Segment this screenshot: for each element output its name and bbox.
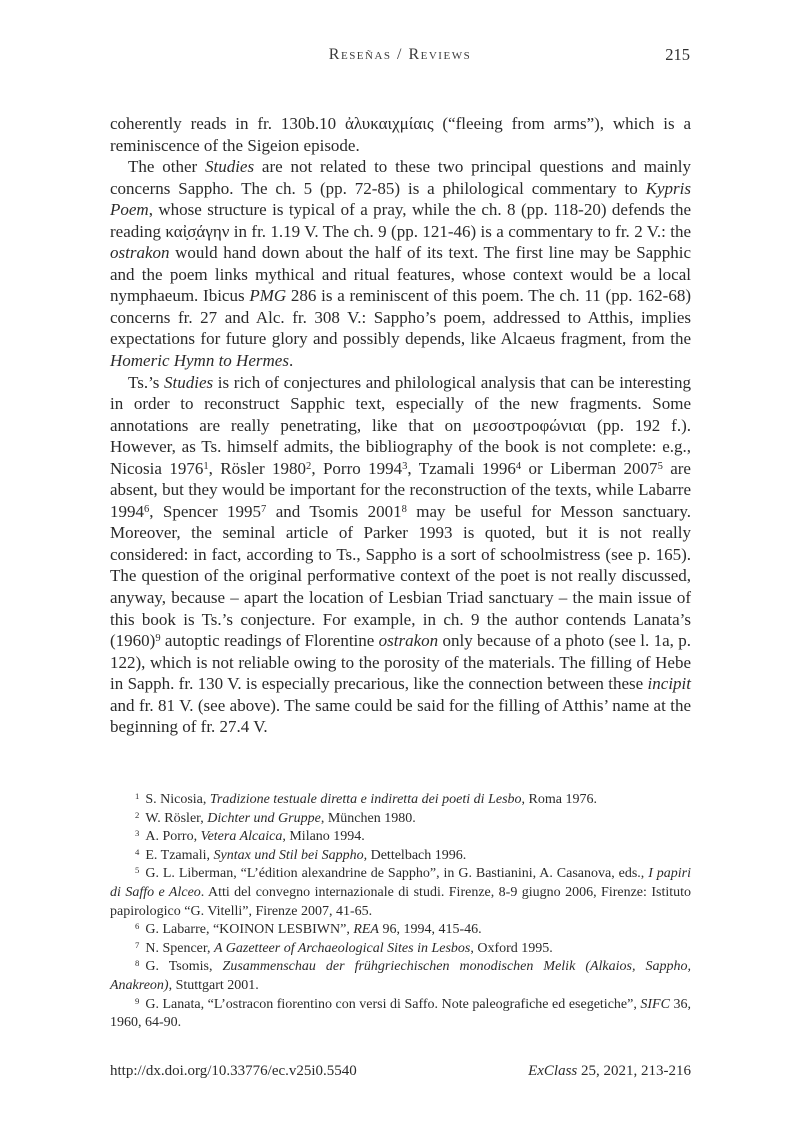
footnote: $^6$ G. Labarre, “KOINON LESBIWN”, REA 96, 1994, 415-46. [135, 921, 482, 938]
footnote: $^5$ G. L. Liberman, “L’édition alexandrine de Sappho”, in G. Bastianini, A. Casanova, eds., I papiri di Saffo e Alceo. Atti del convegno internazionale di studi. Firenze, 8-9 giugno 2006, Firenze: Istituto papirologico “G. Vitelli”, Firenze 2007, 41-65. [110, 865, 691, 919]
footnotes-section [110, 791, 691, 1033]
footnote: $^7$ N. Spencer, A Gazetteer of Archaeological Sites in Lesbos, Oxford 1995. [135, 939, 553, 956]
paragraph: Ts.’s Studies is rich of conjectures and philological analysis that can be interesting in order to reconstruct Sapphic text, especially of the new fragments. Some annotations are really penetrating, like that on μεσοστροφώνιαι (pp. 192 f.). However, as Ts. himself admits, the bibliography of the book is not complete: e.g., Nicosia 1976$^1$, Rösler 1980$^2$, Porro 1994$^3$, Tzamali 1996$^4$ or Liberman 2007$^5$ are absent, but they would be important for the reconstruction of the texts, while Labarre 1994$^6$, Spencer 1995$^7$ and Tsomis 2001$^8$ may be useful for Messon sanctuary. Moreover, the seminal article of Parker 1993 is quoted, but it is not really considered: in fact, according to Ts., Sappho is a sort of schoolmistress (see p. 165). The question of the original performative context of the poet is not really discussed, anyway, because – apart the location of Lesbian Triad sanctuary – the main issue of this book is Ts.’s conjecture. For example, in ch. 9 the author contends Lanata’s $(1960)^9$ autoptic readings of Florentine ostrakon only because of a photo (see l. 1a, p. 122), which is not reliable owing to the porosity of the materials. The filling of Hebe in Sapph. fr. 130 V. is especially precarious, like the connection between these incipit and fr. 81 V. (see above). The same could be said for the filling of Atthis’ name at the beginning of fr. 27.4 V. [110, 372, 691, 737]
doi-link[interactable]: http://dx.doi.org/10.33776/ec.v25i0.5540 [110, 1063, 357, 1079]
journal-reference: ExClass 25, 2021, 213-216 [528, 1063, 691, 1079]
page-footer [110, 1063, 691, 1080]
body-text [110, 113, 691, 738]
footnote: $^2$ W. Rösler, Dichter und Gruppe, München 1980. [135, 809, 416, 826]
footnote: $^1$ S. Nicosia, Tradizione testuale diretta e indiretta dei poeti di Lesbo, Roma 1976. [135, 791, 597, 807]
page-number: 215 [665, 45, 690, 64]
running-head: Reseñas / Reviews [328, 46, 472, 63]
footnote: $^9$ G. Lanata, “L’ostracon fiorentino con versi di Saffo. Note paleografiche ed esegetiche”, SIFC 36, 1960, 64-90. [110, 995, 691, 1031]
paragraph: The other Studies are not related to these two principal questions and mainly concerns Sappho. The ch. 5 (pp. 72-85) is a philological commentary to Kypris Poem, whose structure is typical of a pray, while the ch. 8 (pp. 118-20) defends the reading καἰ̣σ̣άγην in fr. 1.19 V. The ch. 9 (pp. 121-46) is a commentary to fr. 2 V.: the ostrakon would hand down about the half of its text. The first line may be Sapphic and the poem links mythical and ritual features, whose context would be a local nymphaeum. Ibicus PMG 286 is a reminiscent of this poem. The ch. 11 (pp. 162-68) concerns fr. 27 and Alc. fr. 308 V.: Sappho’s poem, addressed to Atthis, implies expectations for future glory and possibly depends, like Alcaeus fragment, from the Homeric Hymn to Hermes. [110, 157, 692, 371]
footnote: $^3$ A. Porro, Vetera Alcaica, Milano 1994. [135, 828, 365, 845]
footnote: $^8$ G. Tsomis, Zusammenschau der frühgriechischen monodischen Melik (Alkaios, Sappho, Anakreon), Stuttgart 2001. [110, 958, 692, 993]
paragraph: coherently reads in fr. 130b.10 ἀλυκαιχμίαις (“fleeing from arms”), which is a reminiscence of the Sigeion episode. [110, 114, 691, 155]
footnote: $^4$ E. Tzamali, Syntax und Stil bei Sappho, Dettelbach 1996. [135, 846, 467, 863]
